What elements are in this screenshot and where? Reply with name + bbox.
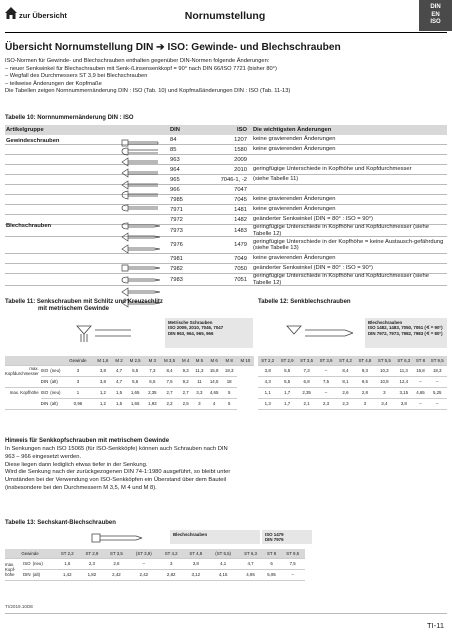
machine-screw-drawings — [118, 137, 168, 221]
value-cell: 1 — [63, 387, 94, 398]
header-divider — [5, 32, 447, 33]
column-header: ST 5,5 — [375, 356, 394, 365]
table-row — [5, 135, 447, 145]
table11-subtitle: mit metrischem Gewinde — [38, 306, 110, 312]
std-label: ISO — [23, 561, 31, 566]
value-cell: 9,5 — [355, 376, 374, 387]
col-header-iso: ISO — [237, 127, 247, 133]
din-cell: 7982 — [170, 265, 183, 272]
value-cell: 8,1 — [336, 376, 355, 387]
hex-screw-drawing — [90, 532, 150, 544]
column-header: ST 3,5 — [297, 356, 316, 365]
table-row — [258, 387, 447, 398]
value-cell: 1,3 — [258, 398, 277, 409]
column-header: M 4 — [179, 356, 192, 365]
row-group-label — [5, 398, 41, 409]
column-header: ST 4,8 — [183, 549, 208, 558]
std-unit: (alt) — [32, 572, 41, 577]
value-cell: – — [280, 569, 305, 580]
note-body — [5, 446, 235, 493]
value-cell: 4,7 — [113, 365, 126, 376]
value-cell: 1,7 — [277, 387, 296, 398]
column-header: ST 8 — [263, 549, 281, 558]
value-cell: 1,82 — [80, 569, 105, 580]
value-cell: 9,3 — [179, 365, 192, 376]
value-cell: 7,3 — [145, 365, 160, 376]
std-cell — [41, 387, 63, 398]
value-cell: 1,65 — [125, 387, 144, 398]
value-cell: 2,2 — [160, 398, 179, 409]
note-paragraph: Wird die Senkung nach der zurückgezogenen DIN 74-1:1980 ausgeführt, so bleibt unter Umständen bei der Verwendung von ISO-Senkköpfen ein Überstand über dem Bauteil (insbesondere bei den Durchmessern M 3,5, M 4 und M 8). — [5, 469, 231, 491]
value-cell: 5,5 — [277, 365, 296, 376]
intro-text — [5, 58, 447, 96]
din-cell: 84 — [170, 136, 177, 143]
change-cell: geänderter Senkwinkel (DIN = 80° : ISO = 90°) — [253, 265, 373, 272]
column-header: Gewinde — [5, 549, 55, 558]
value-cell: – — [316, 387, 335, 398]
value-cell: 5,5 — [125, 365, 144, 376]
value-cell: 4,1 — [208, 558, 238, 569]
table-row — [5, 558, 305, 569]
column-header: ST 3,5 — [104, 549, 129, 558]
value-cell: 2,5 — [179, 398, 192, 409]
table11-info — [165, 318, 253, 348]
table-row — [258, 398, 447, 409]
column-header: M 10 — [237, 356, 254, 365]
value-cell: 2,3 — [316, 398, 335, 409]
std-cell — [41, 365, 63, 376]
table13-title: Tabelle 13: Sechskant-Blechschrauben — [5, 520, 116, 526]
table-row — [5, 155, 447, 165]
iso-cell: 7050 — [234, 265, 247, 272]
spacer-cell — [41, 356, 63, 365]
table-row — [5, 165, 447, 175]
table10 — [5, 125, 447, 286]
info-line: DIN 963, 964, 965, 966 — [168, 330, 214, 336]
value-cell: 2,42 — [104, 569, 129, 580]
value-cell: – — [316, 365, 335, 376]
column-header: M 3,5 — [160, 356, 179, 365]
std-label: DIN — [23, 572, 31, 577]
info-line: ISO 1482, 1483, 7050, 7051 (∢ = 90°) — [368, 325, 443, 331]
badge-en: EN — [431, 11, 440, 18]
value-cell: 11,3 — [192, 365, 207, 376]
info-line: DIN 7972, 7973, 7982, 7983 (∢ = 80°) — [368, 330, 443, 336]
info-line: Metrische Schrauben — [168, 320, 213, 325]
column-header: ST 4,2 — [159, 549, 184, 558]
iso-cell: 7046-1, -2 — [220, 176, 247, 183]
value-cell: – — [414, 376, 428, 387]
std-cell — [23, 569, 55, 580]
table-row — [5, 175, 447, 185]
back-to-overview-link[interactable] — [5, 6, 67, 20]
din-cell: 963 — [170, 156, 180, 163]
value-cell: 2,82 — [159, 569, 184, 580]
table13-grid — [5, 549, 305, 581]
table10-title: Tabelle 10: Nornnummernänderung DIN : ISO — [5, 115, 134, 121]
value-cell: 4,65 — [207, 387, 222, 398]
change-cell: geringfügige Unterschiede in Kopfhöhe und Kopfdurchmesser — [253, 166, 412, 173]
top-bar — [0, 0, 452, 32]
table-header-row — [258, 356, 447, 365]
value-cell: 18,3 — [222, 365, 237, 376]
value-cell: 4,65 — [414, 387, 428, 398]
value-cell: 4,7 — [113, 376, 126, 387]
iso-cell: 1580 — [234, 146, 247, 153]
tapping-screw-drawing — [285, 322, 355, 344]
value-cell: 15,8 — [207, 365, 222, 376]
change-cell: geänderter Senkwinkel (DIN = 80° : ISO = 90°) — [253, 216, 373, 223]
value-cell: 3 — [63, 365, 94, 376]
value-cell: 2,3 — [336, 398, 355, 409]
value-cell: 4,7 — [238, 558, 263, 569]
value-cell: 2,42 — [129, 569, 159, 580]
iso-cell: 2010 — [234, 166, 247, 173]
column-header: M 3 — [145, 356, 160, 365]
din-cell: 964 — [170, 166, 180, 173]
value-cell: 1,42 — [55, 569, 80, 580]
value-cell: 5 — [222, 398, 237, 409]
value-cell: 12,4 — [394, 376, 413, 387]
value-cell: – — [129, 558, 159, 569]
value-cell: 4,15 — [208, 569, 238, 580]
page-title: Nornumstellung — [184, 10, 266, 22]
column-header: M 1,6 — [93, 356, 112, 365]
column-header: ST 9,5 — [280, 549, 305, 558]
column-header: ST 6,3 — [238, 549, 263, 558]
din-cell: 966 — [170, 186, 180, 193]
change-cell: keine gravierenden Änderungen — [253, 255, 336, 262]
din-cell: 7976 — [170, 242, 183, 248]
value-cell: 14,5 — [207, 376, 222, 387]
column-header: (ST 3,9) — [129, 549, 159, 558]
value-cell: 3 — [375, 387, 394, 398]
value-cell: 3,8 — [183, 558, 208, 569]
table-row — [5, 387, 254, 398]
value-cell: 5,5 — [277, 376, 296, 387]
std-label: DIN — [40, 401, 49, 406]
note-paragraph: In Senkungen nach ISO 15065 (für ISO-Senkköpfe) können auch Schrauben nach DIN 963 – 966 eingesetzt werden. — [5, 446, 228, 460]
col-header-din: DIN — [170, 127, 180, 133]
value-cell: 2,7 — [160, 387, 179, 398]
value-cell: 2,3 — [80, 558, 105, 569]
column-header: ST 2,2 — [258, 356, 277, 365]
column-header: M 8 — [222, 356, 237, 365]
column-header: ST 4,2 — [336, 356, 355, 365]
value-cell: – — [427, 398, 447, 409]
column-header: ST 2,2 — [55, 549, 80, 558]
value-cell: 3,12 — [183, 569, 208, 580]
std-unit: (alt) — [50, 401, 58, 406]
std-unit: (alt) — [50, 379, 58, 384]
page-number: TI-11 — [427, 621, 444, 630]
table10-body — [5, 135, 447, 286]
value-cell: 15,8 — [414, 365, 428, 376]
group-label-blech: Blechschrauben — [6, 223, 52, 229]
intro-line: Die Tabellen zeigen Nornnummernänderung DIN : ISO (Tab. 10) und Kopfmaßänderungen DIN : ISO (Tab. 11-13) — [5, 88, 291, 95]
change-cell: geringfügige Unterschiede in Kopfhöhe und Kopfdurchmesser (siehe Tabelle 12) — [253, 273, 429, 286]
note-paragraph: Diese liegen dann lediglich etwas tiefer in der Senkung. — [5, 461, 148, 468]
info-line: ISO 1479 — [265, 532, 284, 537]
iso-cell: 7051 — [234, 276, 247, 283]
value-cell: 3,8 — [93, 376, 112, 387]
badge-iso: ISO — [430, 19, 441, 25]
value-cell: 3,8 — [394, 398, 413, 409]
din-cell: 7981 — [170, 255, 183, 262]
din-cell: 7972 — [170, 216, 183, 223]
intro-line: – teilweise Änderungen der Kopfmaße — [5, 80, 102, 87]
value-cell: 10,8 — [375, 376, 394, 387]
value-cell: – — [414, 398, 428, 409]
column-header: ST 2,9 — [277, 356, 296, 365]
change-cell: geringfügige Unterschiede in der Kopfhöhe = keine Austausch-gefährdung (siehe Tabelle 13) — [253, 238, 444, 251]
table-row — [258, 376, 447, 387]
house-icon — [5, 6, 17, 20]
table-row — [258, 365, 447, 376]
intro-line: – Wegfall des Durchmessers ST 3,9 bei Blechschrauben — [5, 73, 148, 80]
value-cell: 1,6 — [55, 558, 80, 569]
column-header: M 6 — [207, 356, 222, 365]
value-cell: 1,5 — [113, 398, 126, 409]
value-cell: 3,4 — [375, 398, 394, 409]
value-cell: 4,3 — [258, 376, 277, 387]
value-cell: 3 — [159, 558, 184, 569]
value-cell: 3,8 — [258, 365, 277, 376]
countersunk-screw-drawing — [75, 322, 135, 344]
table-header-row — [5, 549, 305, 558]
intro-line: – neuer Senkwinkel für Blechschrauben mit Senk-/Linsensenkkopf = 90° nach DIN 66/ISO 7721 (bisher 80°) — [5, 65, 277, 72]
column-header: ST 3,9 — [316, 356, 335, 365]
group-label-gewinde: Gewindeschrauben — [6, 138, 60, 144]
value-cell: 8,4 — [160, 365, 179, 376]
table-row — [5, 569, 305, 580]
value-cell: 1,93 — [145, 398, 160, 409]
value-cell: – — [427, 376, 447, 387]
iso-cell: 7047 — [234, 186, 247, 193]
spacer-cell — [5, 356, 41, 365]
value-cell: 0,96 — [63, 398, 94, 409]
value-cell: 5 — [222, 387, 237, 398]
din-cell: 7973 — [170, 227, 183, 234]
table12-info — [365, 318, 447, 348]
table-row — [5, 145, 447, 155]
value-cell: 2,6 — [336, 387, 355, 398]
value-cell: 3,8 — [93, 365, 112, 376]
back-label: zur Übersicht — [19, 11, 67, 20]
iso-cell: 1483 — [234, 227, 247, 234]
column-header: M 2,5 — [125, 356, 144, 365]
change-cell: keine gravierenden Änderungen — [253, 146, 336, 153]
value-cell: 9,2 — [179, 376, 192, 387]
change-cell: keine gravierenden Änderungen — [253, 196, 336, 203]
table-row — [5, 185, 447, 195]
table-row — [5, 237, 447, 254]
value-cell: 8,4 — [336, 365, 355, 376]
table12-grid — [258, 356, 447, 410]
table10-header-row — [5, 125, 447, 135]
column-header: (ST 5,5) — [208, 549, 238, 558]
footer-divider — [5, 613, 447, 614]
table-row — [5, 205, 447, 215]
value-cell: 6 — [263, 558, 281, 569]
standards-badge — [419, 0, 452, 31]
std-cell — [41, 376, 63, 387]
value-cell: 4 — [207, 398, 222, 409]
col-header-changes: Die wichtigsten Änderungen — [253, 126, 332, 133]
value-cell: 2,1 — [297, 398, 316, 409]
std-label: ISO — [40, 368, 49, 373]
value-cell: 3 — [63, 376, 94, 387]
std-unit: (neu) — [50, 390, 61, 395]
iso-cell: 1207 — [234, 136, 247, 143]
std-cell — [23, 558, 55, 569]
value-cell: 7,5 — [160, 376, 179, 387]
value-cell: 5,95 — [263, 569, 281, 580]
iso-cell: 2009 — [234, 156, 247, 163]
value-cell: 2,35 — [297, 387, 316, 398]
col-header-group: Artikelgruppe — [6, 127, 44, 133]
iso-cell: 7045 — [234, 196, 247, 203]
std-unit: (neu) — [32, 561, 43, 566]
value-cell: 2,7 — [179, 387, 192, 398]
column-header: ST 2,9 — [80, 549, 105, 558]
iso-cell: 1481 — [234, 206, 247, 213]
column-header: ST 9,5 — [427, 356, 447, 365]
value-cell: 1,2 — [93, 387, 112, 398]
value-cell: 1,2 — [93, 398, 112, 409]
table11-grid — [5, 356, 254, 410]
table11-title: Tabelle 11: Senkschrauben mit Schlitz und Kreuzschlitz — [5, 299, 163, 305]
change-cell: (siehe Tabelle 11) — [253, 176, 299, 183]
section-headline: Übersicht Nornumstellung DIN ➔ ISO: Gewinde- und Blechschrauben — [5, 42, 341, 53]
table-row — [5, 376, 254, 387]
intro-line: ISO-Normen für Gewinde- und Blechschrauben enthalten gegenüber DIN-Normen folgende Änderungen: — [5, 58, 270, 64]
value-cell: 1,7 — [277, 398, 296, 409]
value-cell: 1,1 — [258, 387, 277, 398]
badge-din: DIN — [430, 4, 441, 10]
row-group-label: max. Kopfhöhe — [9, 390, 39, 396]
value-cell: 4,95 — [238, 569, 263, 580]
tapping-screw-drawings — [118, 221, 168, 309]
din-cell: 85 — [170, 146, 177, 153]
column-header: Gewinde — [63, 356, 94, 365]
iso-cell: 7049 — [234, 255, 247, 262]
table-row — [5, 195, 447, 205]
value-cell: 2,8 — [355, 387, 374, 398]
value-cell: 3,15 — [394, 387, 413, 398]
column-header: ST 6,3 — [394, 356, 413, 365]
row-group-label: max. Kopfdurchmesser — [5, 365, 39, 376]
note-title: Hinweis für Senkkopfschrauben mit metrischem Gewinde — [5, 438, 170, 444]
info-line: ISO 2009, 2010, 7046, 7047 — [168, 325, 224, 331]
info-line: Blechschrauben — [368, 320, 403, 325]
column-header: ST 4,8 — [355, 356, 374, 365]
value-cell: 5,25 — [427, 387, 447, 398]
change-cell: keine gravierenden Änderungen — [253, 206, 336, 213]
table-row — [5, 254, 447, 264]
value-cell: 5,6 — [125, 376, 144, 387]
value-cell: 18,3 — [427, 365, 447, 376]
value-cell: 7,3 — [297, 365, 316, 376]
column-header: ST 8 — [414, 356, 428, 365]
document-code: TI/2019.10DE — [5, 604, 34, 609]
column-header: M 2 — [113, 356, 126, 365]
value-cell: 3,3 — [192, 387, 207, 398]
iso-cell: 1479 — [234, 242, 247, 248]
value-cell: 1,65 — [125, 398, 144, 409]
value-cell: 6,5 — [145, 376, 160, 387]
iso-cell: 1482 — [234, 216, 247, 223]
value-cell: 7,5 — [316, 376, 335, 387]
din-cell: 7983 — [170, 276, 183, 283]
std-label: ISO — [40, 390, 49, 395]
value-cell: 1,5 — [113, 387, 126, 398]
din-cell: 7971 — [170, 206, 183, 213]
value-cell: 3 — [355, 398, 374, 409]
value-cell: 3 — [192, 398, 207, 409]
row-group-label: max. Kopf-höhe — [5, 558, 23, 580]
din-cell: 965 — [170, 176, 180, 183]
info-line: DIN 7976 — [265, 537, 284, 543]
std-unit: (neu) — [50, 368, 61, 373]
table13-info-left: Blechschrauben — [170, 530, 260, 544]
value-cell: 2,6 — [104, 558, 129, 569]
value-cell: 7,5 — [280, 558, 305, 569]
change-cell: geringfügige Unterschiede in Kopfhöhe und Kopfdurchmesser (siehe Tabelle 12) — [253, 224, 429, 237]
value-cell: 18 — [222, 376, 237, 387]
table-row — [5, 365, 254, 376]
value-cell: 10,3 — [375, 365, 394, 376]
din-cell: 7985 — [170, 196, 183, 203]
std-cell — [41, 398, 63, 409]
table-header-row — [5, 356, 254, 365]
std-label: DIN — [40, 379, 49, 384]
value-cell: 11 — [192, 376, 207, 387]
table12-title: Tabelle 12: Senkblechschrauben — [258, 299, 351, 305]
column-header: M 5 — [192, 356, 207, 365]
change-cell: keine gravierenden Änderungen — [253, 136, 336, 143]
table-row — [5, 398, 254, 409]
table13-info-right — [262, 530, 312, 544]
value-cell: 9,3 — [355, 365, 374, 376]
row-group-label — [5, 376, 41, 387]
table-row — [5, 274, 447, 286]
value-cell: 2,35 — [145, 387, 160, 398]
value-cell: 11,3 — [394, 365, 413, 376]
table-row — [5, 225, 447, 237]
value-cell: 6,8 — [297, 376, 316, 387]
